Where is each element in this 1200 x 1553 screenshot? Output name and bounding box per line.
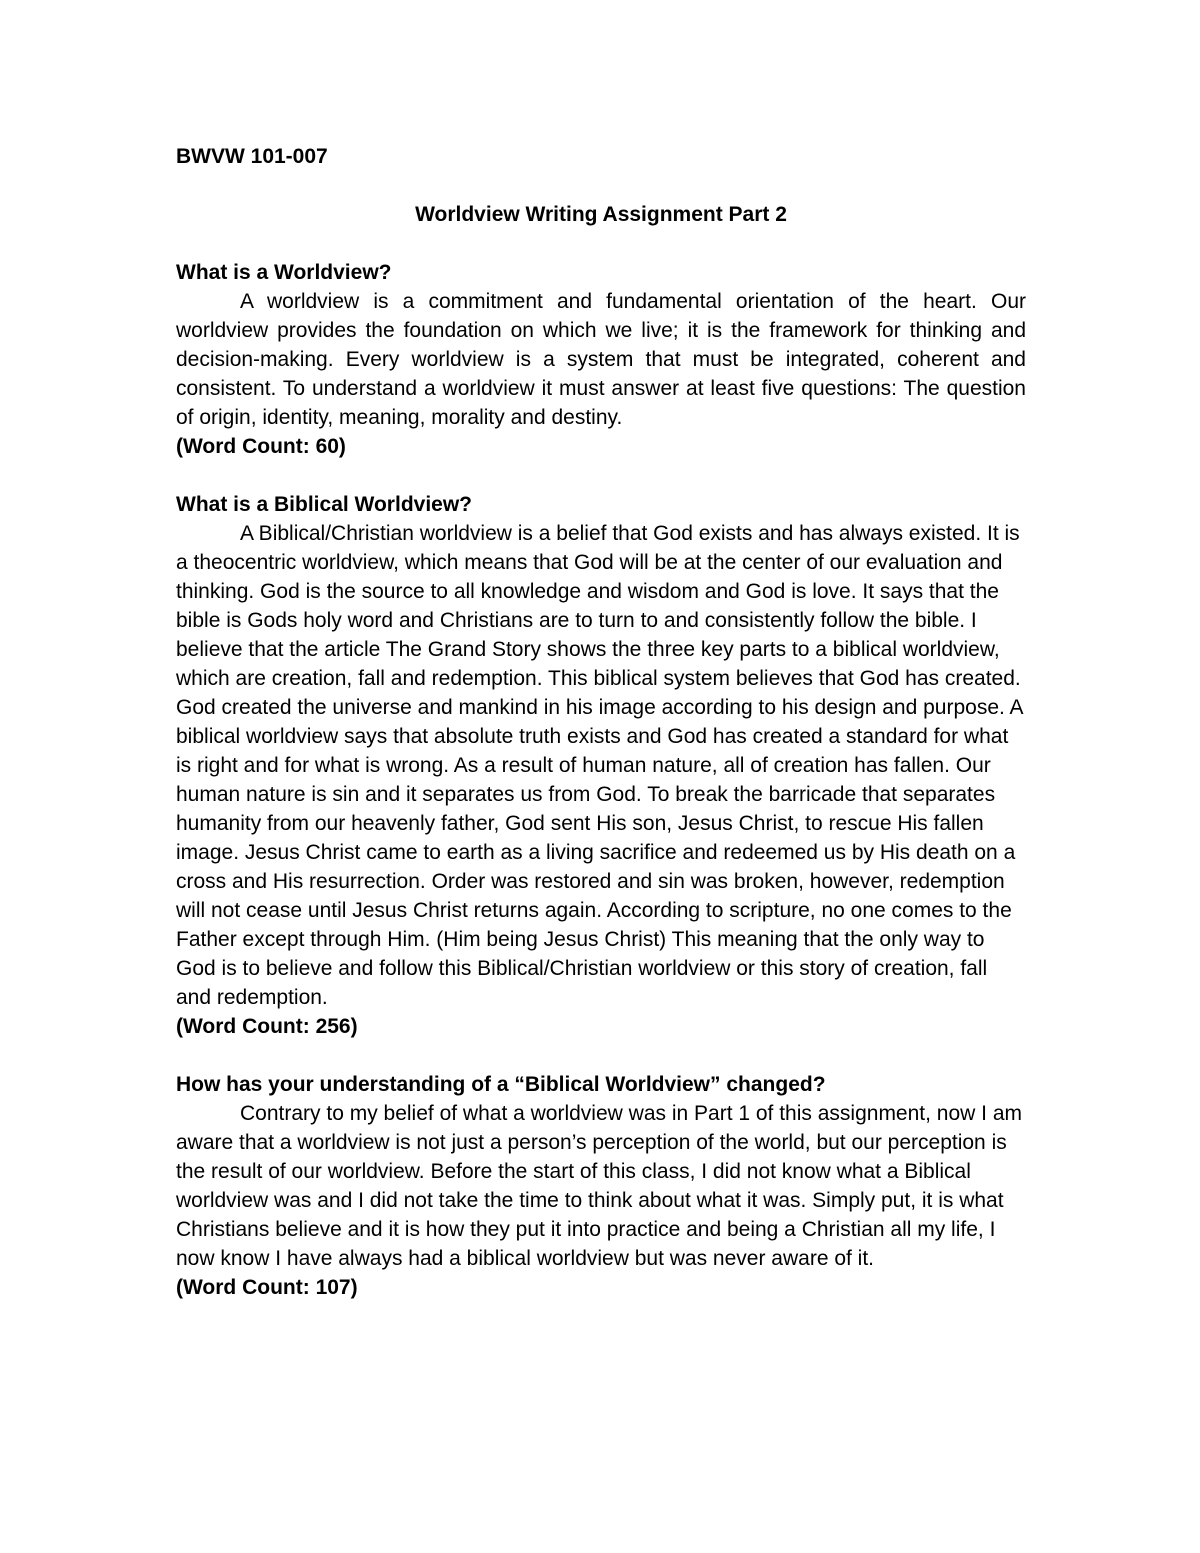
section-heading: How has your understanding of a “Biblical Worldview” changed? — [176, 1073, 826, 1096]
word-count: (Word Count: 107) — [176, 1276, 358, 1299]
section-heading: What is a Biblical Worldview? — [176, 493, 472, 516]
document-content — [176, 142, 1026, 1302]
section-paragraph: A Biblical/Christian worldview is a belief that God exists and has always existed. It is a theocentric worldview, which means that God will be at the center of our evaluation and thinking. God is the source to all knowledge and wisdom and God is love. It says that the bible is Gods holy word and Christians are to turn to and consistently follow the bible. I believe that the article The Grand Story shows the three key parts to a biblical worldview, which are creation, fall and redemption. This biblical system believes that God has created. God created the universe and mankind in his image according to his design and purpose. A biblical worldview says that absolute truth exists and God has created a standard for what is right and for what is wrong. As a result of human nature, all of creation has fallen. Our human nature is sin and it separates us from God. To break the barricade that separates humanity from our heavenly father, God sent His son, Jesus Christ, to rescue His fallen image. Jesus Christ came to earth as a living sacrifice and redeemed us by His death on a cross and His resurrection. Order was restored and sin was broken, however, redemption will not cease until Jesus Christ returns again. According to scripture, no one comes to the Father except through Him. (Him being Jesus Christ) This meaning that the only way to God is to believe and follow this Biblical/Christian worldview or this story of creation, fall and redemption. — [176, 522, 1023, 1009]
course-code: BWVW 101-007 — [176, 145, 328, 168]
section-worldview — [176, 258, 1026, 461]
word-count: (Word Count: 256) — [176, 1015, 358, 1038]
section-paragraph: A worldview is a commitment and fundamental orientation of the heart. Our worldview provides the foundation on which we live; it is the framework for thinking and decision-making. Every worldview is a system that must be integrated, coherent and consistent. To understand a worldview it must answer at least five questions: The question of origin, identity, meaning, morality and destiny. — [176, 290, 1026, 429]
section-paragraph: Contrary to my belief of what a worldview was in Part 1 of this assignment, now I am aware that a worldview is not just a person’s perception of the world, but our perception is the result of our worldview. Before the start of this class, I did not know what a Biblical worldview was and I did not take the time to think about what it was. Simply put, it is what Christians believe and it is how they put it into practice and being a Christian all my life, I now know I have always had a biblical worldview but was never aware of it. — [176, 1102, 1022, 1270]
section-understanding-changed — [176, 1070, 1026, 1302]
word-count: (Word Count: 60) — [176, 435, 346, 458]
section-biblical-worldview — [176, 490, 1026, 1041]
section-heading: What is a Worldview? — [176, 261, 392, 284]
document-title: Worldview Writing Assignment Part 2 — [415, 203, 787, 226]
